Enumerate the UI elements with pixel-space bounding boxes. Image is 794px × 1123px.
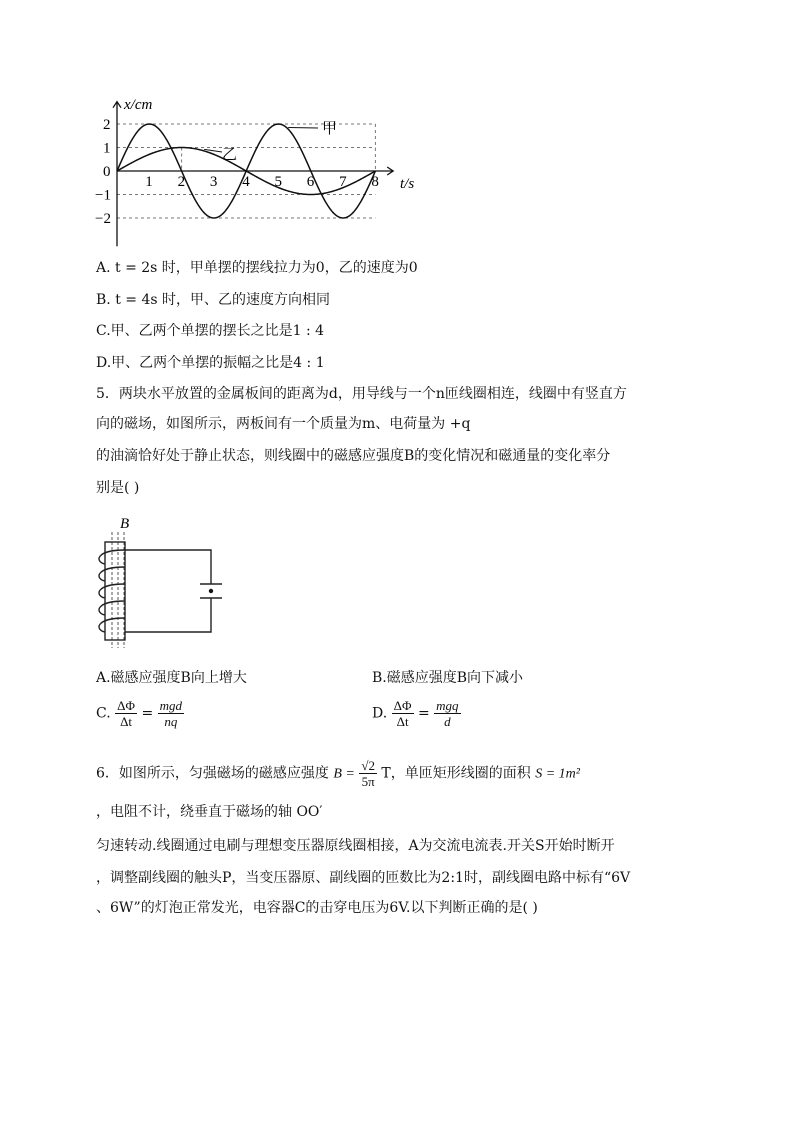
q5-stem-line2: 向的磁场，如图所示，两板间有一个质量为m、电荷量为 +q [96,416,471,432]
q6-stem-line4: ，调整副线圈的触头P，当变压器原、副线圈的匝数比为2:1时，副线圈电路中标有“6V [96,870,631,886]
q5-option-c-lhs-fraction [115,698,137,729]
q6-stem-line2: ，电阻不计，绕垂直于磁场的轴 OO′ [96,804,323,820]
q5-option-d-rhs-num: mgq [436,698,459,713]
q5-option-c-rhs-den: nq [164,714,178,729]
q5-option-c: C. $\frac{\Delta\Phi}{\Delta t}$ = $\frac{\text{mgd}}{nq}$ [96,698,183,729]
x-axis-label: t/s [400,176,415,192]
q6-b-unit: T [381,765,391,782]
q5-option-d-rhs-fraction [434,698,460,729]
y-tick-label: 1 [103,140,111,157]
q6-stem-line1-pre: 6．如图所示，匀强磁场的磁感应强度 [96,765,329,782]
series-label-jia: 甲 [322,121,338,137]
q5-option-b: B.磁感应强度B向下减小 [372,670,524,686]
q5-option-c-lhs-num: ΔΦ [117,698,135,713]
oscillation-chart [0,0,794,260]
q4-option-a: A. t = 2s 时，甲单摆的摆线拉力为0，乙的速度为0 [96,260,418,276]
q6-b-den: 5π [361,774,375,789]
x-tick-label: 3 [209,174,218,190]
x-tick-label: 7 [339,174,347,190]
coil-circuit-figure [90,510,250,650]
y-tick-label: −1 [95,187,111,204]
x-tick-label: 1 [145,174,153,190]
q6-stem-line1 [96,758,580,789]
x-tick-label: 8 [371,174,379,190]
x-tick-label: 2 [177,174,186,190]
y-tick-label: 0 [103,164,111,180]
q5-option-a: A.磁感应强度B向上增大 [96,670,247,686]
q5-stem-line3: 的油滴恰好处于静止状态，则线圈中的磁感应强度B的变化情况和磁通量的变化率分 [96,448,611,464]
y-tick-label: 2 [103,117,111,133]
q6-s-eq: S = 1m² [535,766,580,782]
q5-option-d-rhs-den: d [444,714,451,729]
q6-stem-line3: 匀速转动.线圈通过电刷与理想变压器原线圈相接，A为交流电流表.开关S开始时断开 [96,838,615,854]
q5-stem-line1: 5．两块水平放置的金属板间的距离为d，用导线与一个n匝线圈相连，线圈中有竖直方 [96,386,627,402]
q5-option-d-prefix: D. [372,705,388,722]
q6-b-num: √2 [361,758,375,773]
fig-label-b: B [120,516,130,532]
q6-stem-line5: 、6W”的灯泡正常发光，电容器C的击穿电压为6V.以下判断正确的是( ) [96,900,538,916]
q5-option-d: D. $\frac{\Delta\Phi}{\Delta t}$ = $\frac{\text{mgq}}{d}$ [372,698,459,729]
series-label-yi: 乙 [222,147,238,163]
q4-option-d: D.甲、乙两个单摆的振幅之比是4 : 1 [96,355,325,371]
q5-option-c-rhs-fraction [158,698,184,729]
x-tick-label: 6 [306,174,315,190]
q5-option-d-lhs-fraction [392,698,414,729]
x-tick-label: 5 [274,174,282,190]
q5-option-d-lhs-num: ΔΦ [393,698,412,713]
y-axis-label: x/cm [124,97,153,113]
x-tick-label: 4 [242,174,250,190]
q5-option-c-prefix: C. [96,705,111,722]
q6-stem-line1-mid: ，单匝矩形线圈的面积 [390,765,531,782]
q5-option-c-rhs-num: mgd [159,698,183,713]
q5-option-c-lhs-den: Δt [120,714,133,729]
q5-stem-line4: 别是( ) [96,480,140,496]
q6-b-fraction [359,758,377,789]
q5-option-d-lhs-den: Δt [396,714,409,729]
q6-b-lhs: B = [333,766,355,782]
y-tick-label: −2 [95,211,111,227]
q4-option-b: B. t = 4s 时，甲、乙的速度方向相同 [96,292,330,308]
q4-option-c: C.甲、乙两个单摆的摆长之比是1 : 4 [96,323,325,339]
